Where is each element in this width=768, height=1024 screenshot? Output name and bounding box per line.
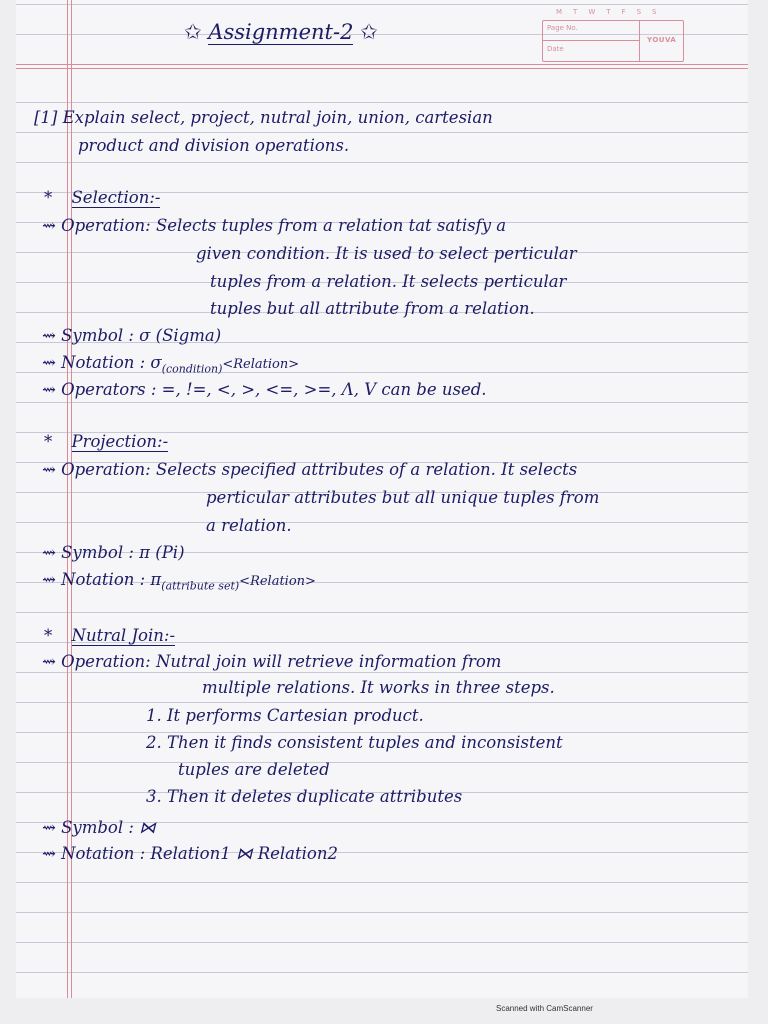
selection-operation-line: given condition. It is used to select perticular: [196, 244, 577, 263]
operation-text: Selects specified attributes of a relation. It selects: [155, 460, 578, 479]
projection-heading-row: [44, 432, 168, 452]
projection-heading: Projection:-: [71, 432, 169, 451]
star-icon: ✩: [353, 20, 378, 44]
frame-divider: [639, 21, 640, 61]
projection-symbol-row: [42, 543, 185, 563]
natural-join-step-continued: tuples are deleted: [178, 760, 330, 779]
notation-text: Notation : π: [61, 570, 162, 589]
natural-join-notation-row: [42, 844, 338, 864]
notation-relation: <Relation>: [239, 574, 316, 589]
frame-divider: [543, 40, 639, 41]
operation-text: Selects tuples from a relation tat satisfy a: [155, 216, 507, 235]
question-text: Explain select, project, nutral join, union, cartesian: [62, 108, 493, 127]
natural-join-step: 3. Then it deletes duplicate attributes: [146, 787, 463, 806]
symbol-text: Symbol : σ (Sigma): [61, 326, 222, 345]
star-bullet: *: [44, 188, 53, 207]
question-line-1: [34, 108, 493, 128]
notation-relation: <Relation>: [222, 357, 300, 372]
arrow-bullet: ⇝: [42, 543, 56, 562]
page-date-box: [542, 8, 684, 62]
selection-operation-row: [42, 216, 506, 236]
page-no-label: Page No.: [547, 24, 578, 32]
selection-operation-line: tuples but all attribute from a relation.: [210, 299, 535, 318]
arrow-bullet: ⇝: [42, 216, 56, 235]
notation-text: Notation : Relation1 ⋈ Relation2: [61, 844, 338, 863]
projection-notation-row: [42, 570, 316, 596]
notation-subscript: (condition): [161, 362, 223, 376]
operation-label: Operation:: [61, 216, 151, 235]
selection-heading-row: [44, 188, 160, 208]
star-bullet: *: [44, 432, 53, 451]
selection-heading: Selection:-: [71, 188, 161, 207]
natural-join-step: 2. Then it finds consistent tuples and inconsistent: [146, 733, 563, 752]
star-icon: ✩: [184, 20, 209, 44]
natural-join-symbol-row: [42, 818, 156, 838]
day-letter: M: [556, 8, 564, 16]
header-rule: [16, 68, 748, 69]
page-date-frame: [542, 20, 684, 62]
operation-label: Operation:: [61, 460, 151, 479]
projection-operation-line: a relation.: [206, 516, 292, 535]
symbol-text: Symbol : ⋈: [61, 818, 156, 837]
notation-text: Notation : σ: [61, 353, 162, 372]
scanner-watermark: Scanned with CamScanner: [496, 1004, 593, 1013]
page-title: Assignment-2: [208, 20, 354, 44]
projection-operation-row: [42, 460, 577, 480]
weekday-row: [542, 8, 684, 16]
arrow-bullet: ⇝: [42, 844, 56, 863]
projection-operation-line: perticular attributes but all unique tuples from: [206, 488, 600, 507]
star-bullet: *: [44, 626, 53, 645]
arrow-bullet: ⇝: [42, 326, 56, 345]
day-letter: W: [588, 8, 597, 16]
header-rule: [16, 64, 748, 65]
selection-operation-line: tuples from a relation. It selects perticular: [210, 272, 567, 291]
notation-subscript: (attribute set): [161, 579, 240, 593]
natural-join-operation-row: [42, 652, 501, 672]
arrow-bullet: ⇝: [42, 380, 56, 399]
day-letter: T: [573, 8, 579, 16]
natural-join-heading-row: [44, 626, 175, 646]
question-number: [1]: [34, 108, 58, 127]
natural-join-step: 1. It performs Cartesian product.: [146, 706, 424, 725]
selection-notation-row: [42, 353, 299, 379]
operation-label: Operation:: [61, 652, 151, 671]
operators-text: Operators : =, !=, <, >, <=, >=, Λ, V can be used.: [61, 380, 487, 399]
natural-join-heading: Nutral Join:-: [71, 626, 176, 645]
arrow-bullet: ⇝: [42, 570, 56, 589]
question-line-2: product and division operations.: [78, 136, 350, 155]
selection-symbol-row: [42, 326, 221, 346]
arrow-bullet: ⇝: [42, 818, 56, 837]
symbol-text: Symbol : π (Pi): [61, 543, 185, 562]
arrow-bullet: ⇝: [42, 652, 56, 671]
arrow-bullet: ⇝: [42, 460, 56, 479]
day-letter: F: [621, 8, 627, 16]
day-letter: S: [652, 8, 658, 16]
date-label: Date: [547, 45, 564, 53]
brand-logo: YOUVA: [647, 36, 677, 44]
natural-join-operation-line: multiple relations. It works in three steps.: [202, 678, 555, 697]
operation-text: Nutral join will retrieve information from: [155, 652, 502, 671]
day-letter: T: [606, 8, 612, 16]
page-title-row: [184, 22, 378, 42]
day-letter: S: [636, 8, 643, 16]
arrow-bullet: ⇝: [42, 353, 56, 372]
selection-operators-row: [42, 380, 487, 400]
